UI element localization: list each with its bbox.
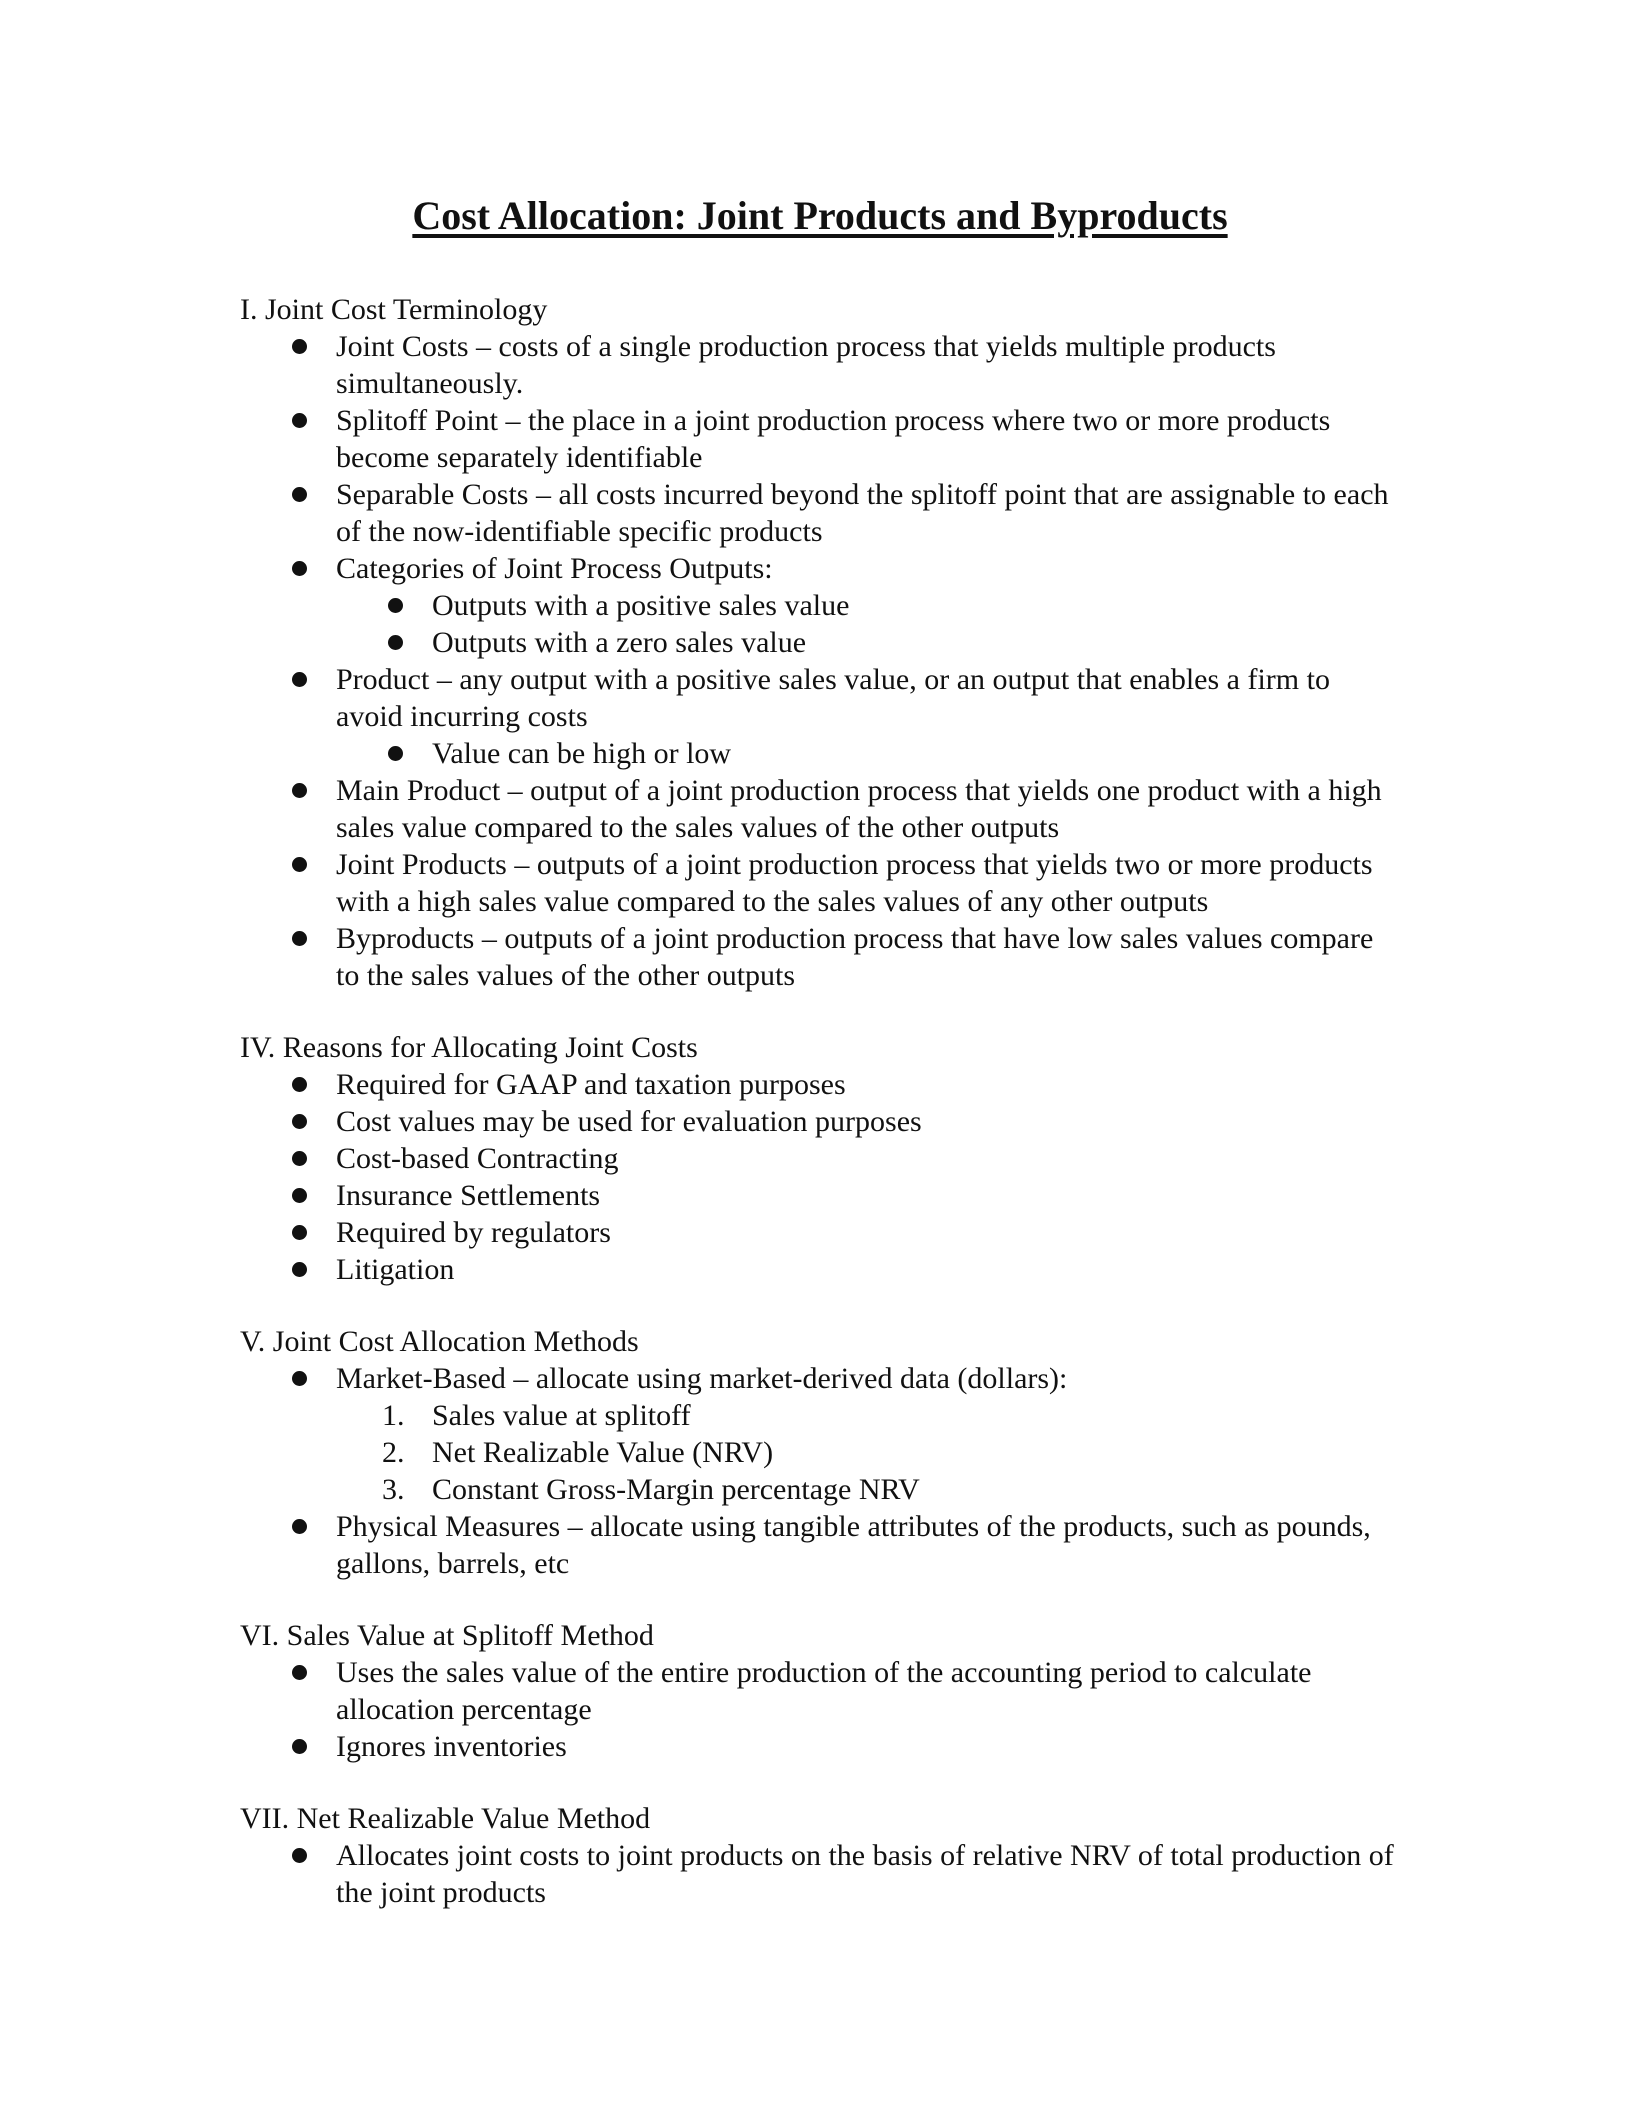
numbered-list-item (240, 1471, 1400, 1508)
list-item (240, 846, 1400, 920)
list-item-text: Main Product – output of a joint production process that yields one product with a high sales value compared to the sales values of the other outputs (336, 774, 1382, 844)
bullet-icon (292, 339, 307, 354)
numbered-list-item (240, 1397, 1400, 1434)
outline-section (240, 1801, 1400, 1911)
list-item-text: Product – any output with a positive sales value, or an output that enables a firm to avoid incurring costs (336, 663, 1330, 733)
outline-section (240, 1030, 1400, 1288)
list-item (240, 1103, 1400, 1140)
bullet-icon (292, 931, 307, 946)
bullet-list (240, 1360, 1400, 1582)
numbered-list-item-text: Constant Gross-Margin percentage NRV (432, 1473, 920, 1506)
section-heading: V. Joint Cost Allocation Methods (240, 1325, 639, 1358)
page-title: Cost Allocation: Joint Products and Byproducts (412, 193, 1228, 238)
bullet-icon (292, 783, 307, 798)
list-item (240, 661, 1400, 735)
list-item (240, 1140, 1400, 1177)
list-item-text: Uses the sales value of the entire production of the accounting period to calculate allocation percentage (336, 1656, 1312, 1726)
bullet-icon (292, 1665, 307, 1680)
numbered-list-item-text: Net Realizable Value (NRV) (432, 1436, 774, 1469)
bullet-icon (292, 1077, 307, 1092)
bullet-icon (292, 1151, 307, 1166)
list-item (240, 1728, 1400, 1765)
bullet-icon (292, 672, 307, 687)
list-item-text: Litigation (336, 1253, 455, 1286)
list-item (240, 920, 1400, 994)
bullet-list (240, 1837, 1400, 1911)
list-item (240, 476, 1400, 550)
list-item-text: Allocates joint costs to joint products on the basis of relative NRV of total production of the joint products (336, 1839, 1394, 1909)
bullet-icon (292, 857, 307, 872)
bullet-list (240, 328, 1400, 994)
section-heading: VII. Net Realizable Value Method (240, 1802, 651, 1835)
list-item (240, 772, 1400, 846)
list-number: 1. (382, 1399, 405, 1432)
list-item-text: Cost-based Contracting (336, 1142, 619, 1175)
bullet-icon (292, 1739, 307, 1754)
list-item (240, 1360, 1400, 1397)
list-item-text: Required for GAAP and taxation purposes (336, 1068, 846, 1101)
list-item-text: Byproducts – outputs of a joint production process that have low sales values compare to the sales values of the other outputs (336, 922, 1374, 992)
list-item (240, 1654, 1400, 1728)
list-item-text: Joint Costs – costs of a single production process that yields multiple products simultaneously. (336, 330, 1276, 400)
list-item-text: Required by regulators (336, 1216, 611, 1249)
list-item (240, 328, 1400, 402)
numbered-list-item-text: Sales value at splitoff (432, 1399, 691, 1432)
bullet-icon (388, 746, 403, 761)
section-heading: VI. Sales Value at Splitoff Method (240, 1619, 654, 1652)
bullet-icon (292, 1371, 307, 1386)
sections-container (240, 292, 1400, 1911)
bullet-icon (292, 413, 307, 428)
list-item (240, 550, 1400, 587)
outline-section (240, 1618, 1400, 1765)
bullet-icon (292, 561, 307, 576)
bullet-icon (292, 1519, 307, 1534)
list-item-text: Ignores inventories (336, 1730, 567, 1763)
list-item (240, 1066, 1400, 1103)
bullet-icon (292, 1188, 307, 1203)
sub-list-item (240, 735, 1400, 772)
list-item-text: Market-Based – allocate using market-derived data (dollars): (336, 1362, 1068, 1395)
list-item-text: Cost values may be used for evaluation purposes (336, 1105, 922, 1138)
list-item (240, 1177, 1400, 1214)
list-item-text: Insurance Settlements (336, 1179, 601, 1212)
list-item-text: Joint Products – outputs of a joint production process that yields two or more products with a high sales value compared to the sales values of any other outputs (336, 848, 1373, 918)
section-heading: I. Joint Cost Terminology (240, 293, 548, 326)
list-item (240, 402, 1400, 476)
list-item (240, 1251, 1400, 1288)
bullet-icon (292, 1262, 307, 1277)
list-item-text: Physical Measures – allocate using tangible attributes of the products, such as pounds, gallons, barrels, etc (336, 1510, 1371, 1580)
bullet-icon (292, 487, 307, 502)
sub-list-item-text: Outputs with a zero sales value (432, 626, 807, 659)
section-heading: IV. Reasons for Allocating Joint Costs (240, 1031, 698, 1064)
bullet-icon (292, 1114, 307, 1129)
list-number: 2. (382, 1436, 405, 1469)
list-number: 3. (382, 1473, 405, 1506)
list-item-text: Separable Costs – all costs incurred beyond the splitoff point that are assignable to each of the now-identifiable specific products (336, 478, 1389, 548)
bullet-icon (388, 598, 403, 613)
list-item (240, 1837, 1400, 1911)
sub-list-item-text: Value can be high or low (432, 737, 732, 770)
bullet-icon (292, 1225, 307, 1240)
list-item-text: Categories of Joint Process Outputs: (336, 552, 773, 585)
list-item-text: Splitoff Point – the place in a joint production process where two or more products become separately identifiable (336, 404, 1331, 474)
outline-section (240, 292, 1400, 994)
outline-section (240, 1324, 1400, 1582)
list-item (240, 1214, 1400, 1251)
numbered-list-item (240, 1434, 1400, 1471)
document-page (240, 190, 1400, 1947)
sub-list-item (240, 587, 1400, 624)
sub-list-item (240, 624, 1400, 661)
bullet-list (240, 1654, 1400, 1765)
sub-list-item-text: Outputs with a positive sales value (432, 589, 850, 622)
list-item (240, 1508, 1400, 1582)
bullet-icon (388, 635, 403, 650)
bullet-list (240, 1066, 1400, 1288)
bullet-icon (292, 1848, 307, 1863)
